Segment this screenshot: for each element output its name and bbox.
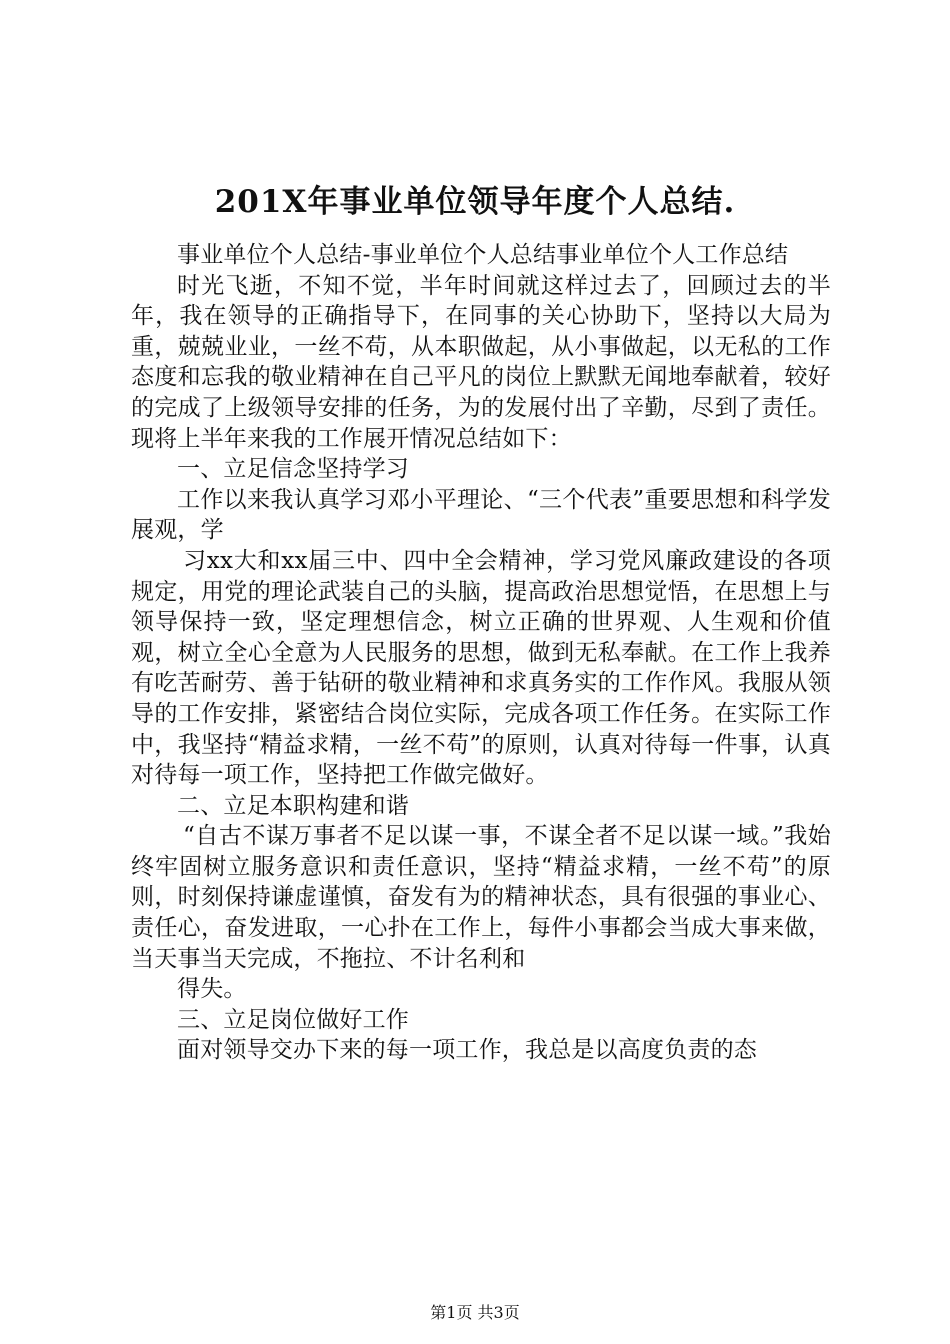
paragraph-study-2: 习xx大和xx届三中、四中全会精神，学习党风廉政建设的各项规定，用党的理论武装自己的头脑，提高政治思想觉悟，在思想上与领导保持一致，坚定理想信念，树立正确的世界观、人生观和价值观，树立全心全意为人民服务的思想，做到无私奉献。在工作上我养有吃苦耐劳、善于钻研的敬业精神和求真务实的工作作风。我服从领导的工作安排，紧密结合岗位实际，完成各项工作任务。在实际工作中，我坚持“精益求精，一丝不苟”的原则，认真对待每一件事，认真对待每一项工作，坚持把工作做完做好。 <box>131 547 831 789</box>
paragraph-gains: 得失。 <box>177 976 247 1003</box>
page-number-footer: 第1页 共3页 <box>430 1303 520 1322</box>
document-title: 201X年事业单位领导年度个人总结. <box>214 184 736 220</box>
section-heading-1: 一、立足信念坚持学习 <box>177 456 409 483</box>
section-heading-2: 二、立足本职构建和谐 <box>177 792 409 819</box>
section-heading-3: 三、立足岗位做好工作 <box>177 1006 409 1033</box>
document-body <box>131 240 831 1066</box>
paragraph-work: 面对领导交办下来的每一项工作，我总是以高度负责的态 <box>177 1037 757 1064</box>
paragraph-intro: 时光飞逝，不知不觉，半年时间就这样过去了，回顾过去的半年，我在领导的正确指导下，在同事的关心协助下，坚持以大局为重，兢兢业业，一丝不苟，从本职做起，从小事做起，以无私的工作态度和忘我的敬业精神在自己平凡的岗位上默默无闻地奉献着，较好的完成了上级领导安排的任务，为的发展付出了辛勤，尽到了责任。现将上半年来我的工作展开情况总结如下： <box>131 272 831 452</box>
paragraph-subtitle: 事业单位个人总结-事业单位个人总结事业单位个人工作总结 <box>177 242 789 268</box>
paragraph-study-1: 工作以来我认真学习邓小平理论、“三个代表”重要思想和科学发展观，学 <box>131 486 831 544</box>
paragraph-harmony: “自古不谋万事者不足以谋一事，不谋全者不足以谋一域。”我始终牢固树立服务意识和责任意识，坚持“精益求精，一丝不苟”的原则，时刻保持谦虚谨慎，奋发有为的精神状态，具有很强的事业心、责任心，奋发进取，一心扑在工作上，每件小事都会当成大事来做，当天事当天完成，不拖拉、不计名利和 <box>131 823 831 972</box>
